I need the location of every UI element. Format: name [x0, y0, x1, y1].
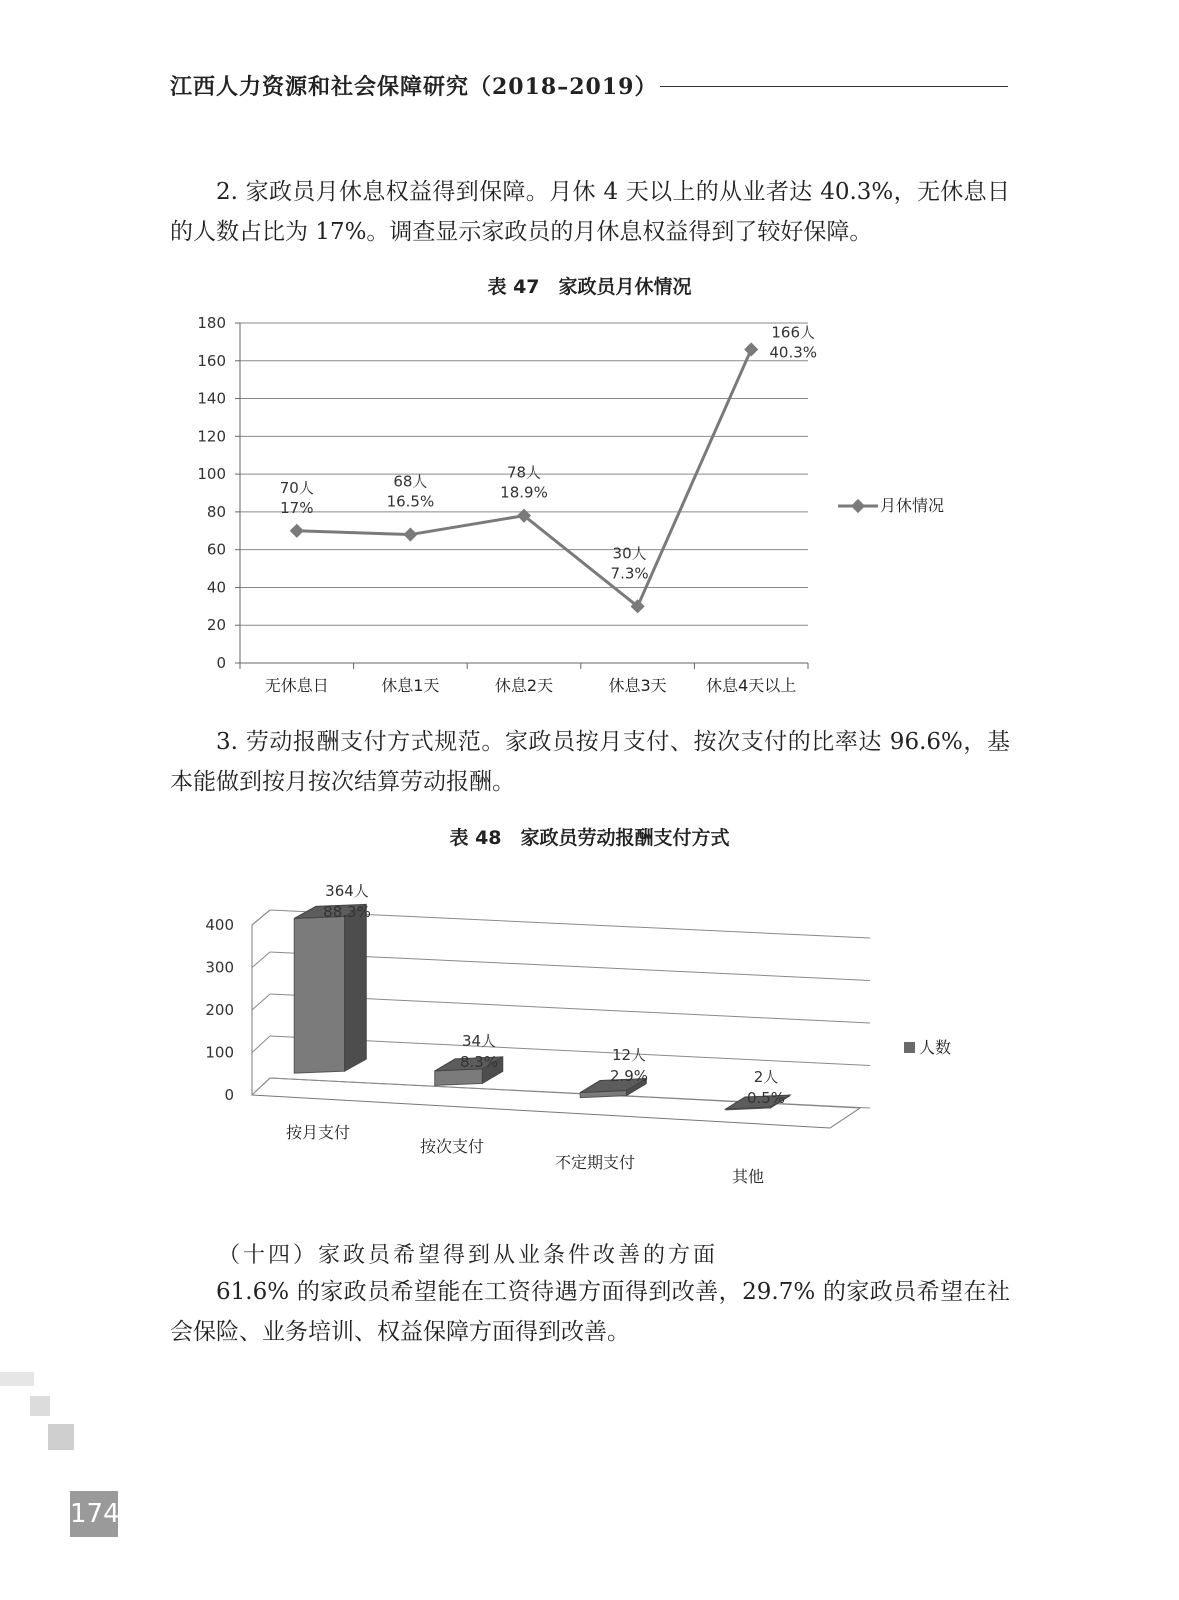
x-tick-label: 休息2天 — [494, 676, 554, 695]
data-label-count: 70人 — [279, 478, 314, 497]
data-label-count: 68人 — [393, 472, 428, 491]
y-tick-label: 40 — [206, 578, 226, 597]
decorative-block — [48, 1424, 74, 1450]
data-label-percent: 88.3% — [323, 903, 371, 921]
section-2-paragraph — [170, 172, 1010, 252]
data-label-percent: 7.3% — [610, 564, 649, 583]
data-label-percent: 17% — [280, 498, 314, 517]
x-tick-label: 不定期支付 — [554, 1153, 636, 1172]
monthly-rest-line-chart — [170, 305, 1000, 705]
data-point-marker — [403, 527, 417, 541]
payment-method-bar-chart — [170, 870, 1000, 1200]
y-tick-label: 100 — [205, 1043, 234, 1062]
y-tick-label: 80 — [206, 502, 226, 521]
section-3-paragraph — [170, 722, 1010, 802]
x-tick-label: 休息1天 — [381, 676, 440, 695]
section-14-paragraph — [170, 1272, 1010, 1352]
data-point-marker — [290, 524, 304, 538]
data-label-count: 364人 — [325, 882, 369, 900]
data-label-percent: 8.3% — [459, 1053, 499, 1071]
gridline-side — [252, 994, 270, 1010]
y-tick-label: 0 — [216, 654, 226, 672]
y-tick-label: 60 — [206, 540, 226, 559]
y-tick-label: 100 — [197, 465, 226, 484]
x-tick-label: 按月支付 — [285, 1123, 351, 1142]
section-14-text: 61.6% 的家政员希望能在工资待遇方面得到改善，29.7% 的家政员希望在社会保险、业务培训、权益保障方面得到改善。 — [170, 1279, 1010, 1345]
data-label-count: 12人 — [611, 1046, 647, 1064]
running-header-title: 江西人力资源和社会保障研究（2018–2019） — [170, 74, 658, 100]
section-2-text: 2. 家政员月休息权益得到保障。月休 4 天以上的从业者达 40.3%，无休息日的人数占比为 17%。调查显示家政员的月休息权益得到了较好保障。 — [170, 179, 1010, 245]
legend-label: 人数 — [919, 1038, 952, 1057]
x-tick-label: 其他 — [731, 1167, 765, 1186]
data-label-count: 30人 — [612, 544, 647, 563]
y-tick-label: 20 — [206, 616, 226, 635]
data-label-percent: 0.5% — [746, 1089, 786, 1107]
gridline-side — [252, 952, 270, 968]
data-label-percent: 16.5% — [386, 492, 435, 511]
data-label-percent: 2.9% — [609, 1067, 649, 1085]
x-tick-label: 休息4天以上 — [706, 676, 797, 695]
legend-marker — [851, 499, 865, 513]
decorative-block — [0, 1372, 34, 1386]
y-tick-label: 300 — [205, 958, 234, 977]
y-tick-label: 180 — [197, 314, 226, 332]
bar-front-face — [435, 1069, 483, 1085]
decorative-block — [30, 1396, 50, 1416]
x-tick-label: 按次支付 — [419, 1137, 485, 1156]
data-label-percent: 18.9% — [500, 483, 548, 502]
y-tick-label: 400 — [205, 916, 234, 934]
data-label-percent: 40.3% — [769, 343, 818, 362]
x-tick-label: 休息3天 — [608, 676, 667, 695]
bar-front-face — [294, 916, 344, 1073]
legend-label: 月休情况 — [880, 496, 945, 515]
data-label-count: 34人 — [461, 1032, 497, 1050]
y-tick-label: 140 — [197, 389, 226, 408]
section-14-heading: （十四）家政员希望得到从业条件改善的方面 — [218, 1243, 719, 1268]
y-tick-label: 120 — [197, 427, 226, 446]
y-tick-label: 160 — [197, 351, 226, 370]
bar-side-face — [345, 904, 367, 1071]
gridline-side — [252, 910, 270, 925]
gridline-side — [252, 1036, 270, 1053]
y-tick-label: 0 — [224, 1086, 234, 1104]
page-number: 174 — [70, 1491, 118, 1537]
data-label-count: 166人 — [771, 323, 816, 342]
header-rule — [660, 86, 1008, 87]
data-label-count: 2人 — [753, 1068, 779, 1086]
figure-48-caption: 表 48 家政员劳动报酬支付方式 — [449, 827, 730, 849]
legend-swatch — [904, 1042, 915, 1053]
x-tick-label: 无休息日 — [264, 676, 329, 695]
section-3-text: 3. 劳动报酬支付方式规范。家政员按月支付、按次支付的比率达 96.6%，基本能做到按月按次结算劳动报酬。 — [170, 729, 1010, 795]
data-point-marker — [744, 342, 758, 356]
figure-47-caption: 表 47 家政员月休情况 — [487, 276, 692, 298]
y-tick-label: 200 — [205, 1001, 234, 1019]
data-label-count: 78人 — [506, 463, 542, 482]
